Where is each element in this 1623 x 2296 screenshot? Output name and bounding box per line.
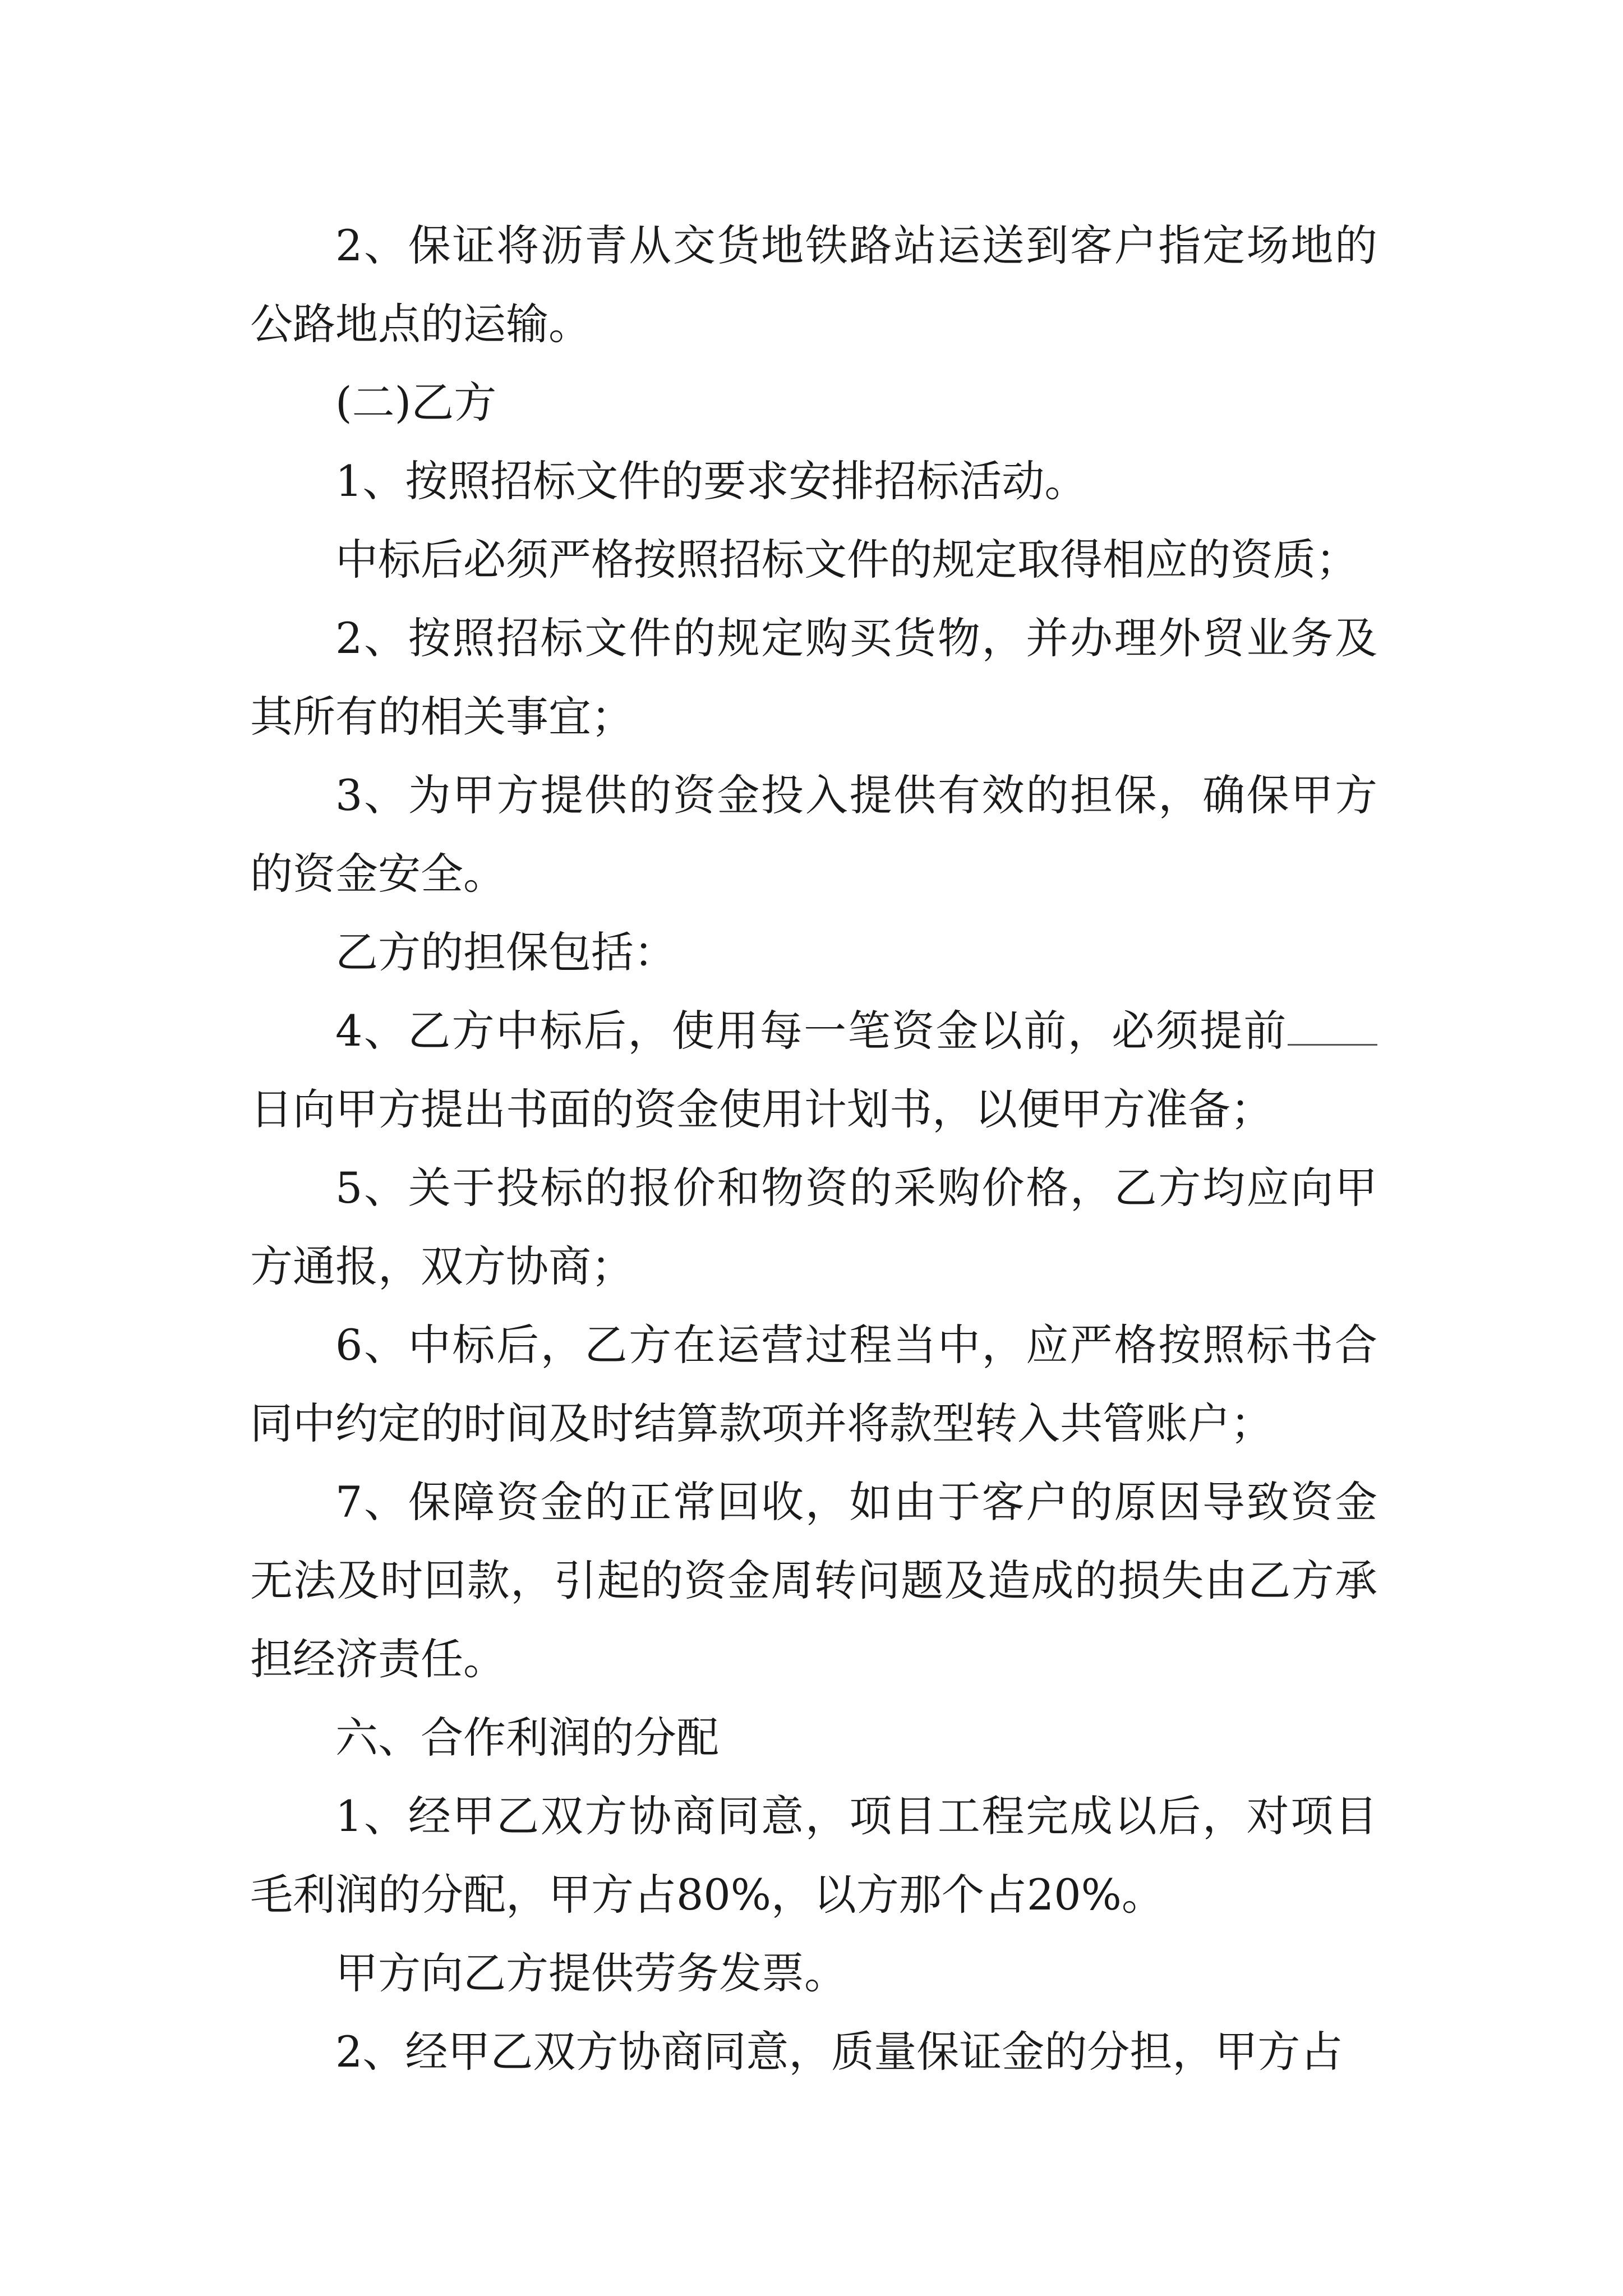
paragraph-purchase-goods: 2、按照招标文件的规定购买货物，并办理外贸业务及其所有的相关事宜； bbox=[250, 613, 1377, 742]
paragraph-settlement: 6、中标后，乙方在运营过程当中，应严格按照标书合同中约定的时间及时结算款项并将款型转入共管账户； bbox=[250, 1320, 1377, 1448]
paragraph-profit-split: 1、经甲乙双方协商同意，项目工程完成以后，对项目毛利润的分配，甲方占80%，以方那个占20%。 bbox=[250, 1791, 1377, 1920]
fund-usage-plan-text-end: 日向甲方提出书面的资金使用计划书，以便甲方准备； bbox=[250, 1084, 1273, 1134]
fund-usage-plan-text-start: 4、乙方中标后，使用每一笔资金以前，必须提前 bbox=[335, 1006, 1288, 1056]
section-heading-profit-distribution: 六、合作利润的分配 bbox=[335, 1713, 719, 1763]
paragraph-guarantee-includes: 乙方的担保包括： bbox=[335, 927, 676, 977]
paragraph-transport-guarantee: 2、保证将沥青从交货地铁路站运送到客户指定场地的公路地点的运输。 bbox=[250, 220, 1377, 349]
paragraph-fund-usage-plan bbox=[250, 992, 1377, 1149]
paragraph-invoice: 甲方向乙方提供劳务发票。 bbox=[335, 1948, 847, 1998]
paragraph-qualification: 中标后必须严格按照招标文件的规定取得相应的资质； bbox=[335, 535, 1358, 585]
paragraph-fund-recovery: 7、保障资金的正常回收，如由于客户的原因导致资金无法及时回款，引起的资金周转问题及造成的损失由乙方承担经济责任。 bbox=[250, 1477, 1377, 1684]
paragraph-quality-deposit: 2、经甲乙双方协商同意，质量保证金的分担，甲方占 bbox=[335, 2027, 1343, 2077]
section-heading-party-b: (二)乙方 bbox=[335, 378, 497, 427]
paragraph-price-negotiation: 5、关于投标的报价和物资的采购价格，乙方均应向甲方通报，双方协商； bbox=[250, 1163, 1377, 1291]
document-body bbox=[250, 206, 1377, 2091]
paragraph-tender-arrangement: 1、按照招标文件的要求安排招标活动。 bbox=[335, 456, 1087, 506]
fill-in-blank-line bbox=[1288, 1010, 1377, 1046]
paragraph-fund-guarantee: 3、为甲方提供的资金投入提供有效的担保，确保甲方的资金安全。 bbox=[250, 770, 1377, 899]
